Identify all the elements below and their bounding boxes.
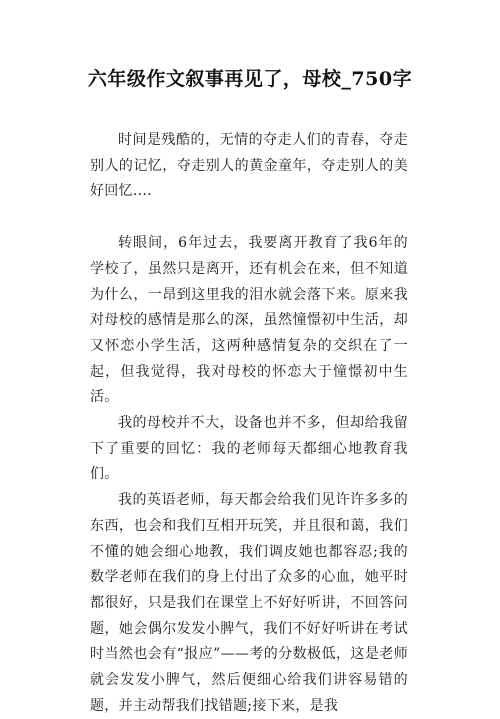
- paragraph-leaving-school: 转眼间，6年过去，我要离开教育了我6年的学校了，虽然只是离开，还有机会在来，但不知道为什么，一昂到这里我的泪水就会落下来。原来我对母校的感情是那么的深，虽然憧憬初中生活，却又怀恋小学生活，这两种感情复杂的交织在了一起，但我觉得，我对母校的怀恋大于憧憬初中生活。: [90, 235, 408, 406]
- paragraph-intro: 时间是残酷的，无情的夺走人们的青春，夺走别人的记忆，夺走别人的黄金童年，夺走别人的美好回忆....: [90, 132, 408, 200]
- document-body: [90, 128, 408, 719]
- paragraph-teachers: 我的英语老师，每天都会给我们见许许多多的东西，也会和我们互相开玩笑，并且很和蔼，我们不懂的她会细心地教，我们调皮她也都容忍;我的数学老师在我们的身上付出了众多的心血，她平时都很好，只是我们在课堂上不好好听讲，不回答问题，她会偶尔发发小脾气，我们不好好听讲在考试时当然也会有“报应”——考的分数极低，这是老师就会发发小脾气，然后便细心给我们讲容易错的题，并主动帮我们找错题;接下来，是我: [90, 492, 408, 714]
- paragraph-school-memories: 我的母校并不大，设备也并不多，但却给我留下了重要的回忆：我的老师每天都细心地教育我们。: [90, 415, 408, 483]
- document-title: 六年级作文叙事再见了，母校_750字: [87, 68, 413, 90]
